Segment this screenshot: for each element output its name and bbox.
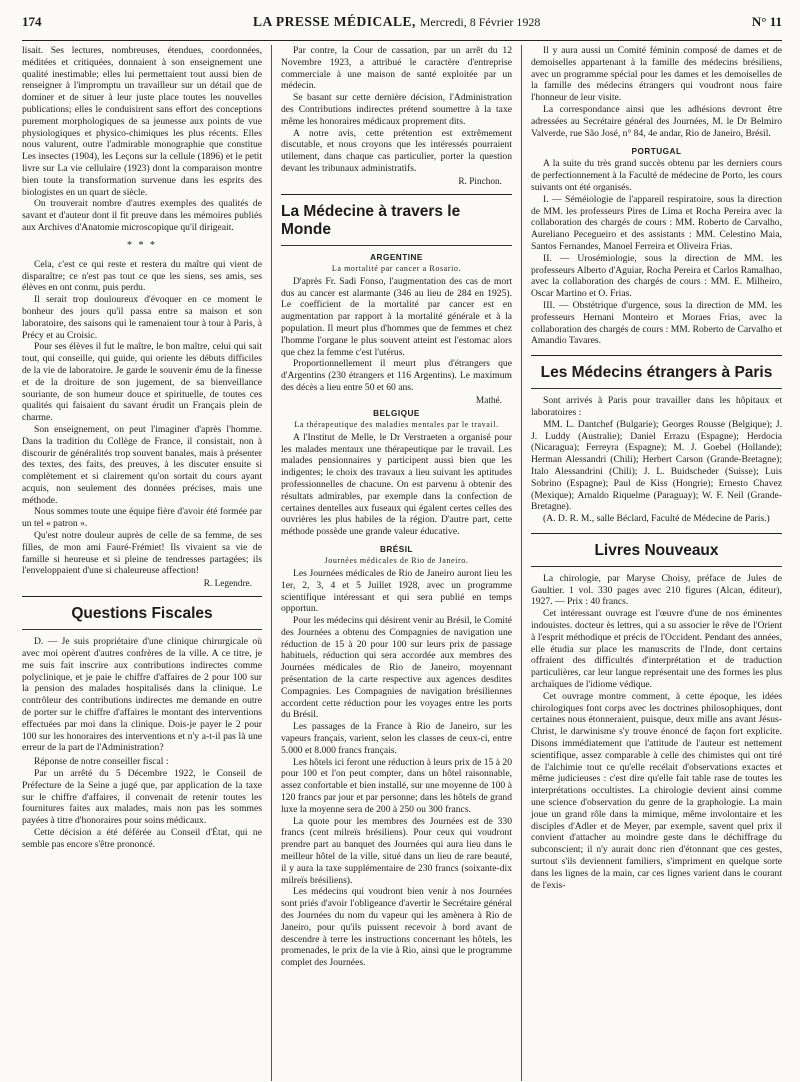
paragraph: Les Journées médicales de Rio de Janeiro auront lieu les 1er, 2, 3, 4 et 5 Juillet 1928, avec un programme scientifique intéressant et qui sera publié en temps opportun. <box>281 567 512 615</box>
section-title: Livres Nouveaux <box>594 541 719 559</box>
country-heading: ARGENTINE <box>370 252 423 262</box>
paragraph: A notre avis, cette prétention est extrêmement discutable, et nous croyons que les intéressés pourraient utilement, dans chaque cas particulier, porter la question devant les tribunaux administratifs. <box>281 127 512 174</box>
section-title: La Médecine à travers le Monde <box>281 202 461 238</box>
article-subhead: La thérapeutique des maladies mentales par le travail. <box>294 419 499 429</box>
divider <box>22 629 262 630</box>
paragraph: Par contre, la Cour de cassation, par un arrêt du 12 Novembre 1923, a attribué le caractère d'entreprise commerciale à une maison de santé exploitée par un médecin. <box>281 45 512 92</box>
divider <box>22 596 262 597</box>
paragraph: Se basant sur cette dernière décision, l'Administration des Contributions indirectes prétend soumettre à la taxe même les honoraires médicaux proprement dits. <box>281 92 512 127</box>
paragraph: D'après Fr. Sadi Fonso, l'augmentation des cas de mort dus au cancer est alarmante (346 au lieu de 284 en 1925). Le coefficient de la mortalité par cancer est en augmentation par rapport à la mortalité générale et à la population. Il meurt plus d'hommes que de femmes et chez l'homme l'organe le plus souvent atteint est l'estomac alors que chez la femme c'est l'utérus. <box>281 275 512 358</box>
paragraph: Qu'est notre douleur auprès de celle de sa femme, de ses filles, de mon ami Fauré-Frémiet! Ils vivaient sa vie de famille si heureuse et si pleine de tendresses partagées; ils l'enveloppaient d'une si chaleureuse affection! <box>22 530 262 577</box>
paragraph: lisait. Ses lectures, nombreuses, étendues, coordonnées, méditées et critiquées, donnaient à son enseignement une qualité inestimable; elles lui permettaient tout aussi bien de renseigner à l'impromptu un travailleur sur un détail que de dominer et de situer à leur juste place toutes les nouvelles publications; elles le conduisirent sans effort des conceptions purement morphologiques de sa jeunesse aux points de vue physiologiques et physico-chimiques les plus récents. Elles nous valurent, outre l'admirable monographie que constitue Les insectes (1904), les Leçons sur la cellule (1896) et le petit livre sur La vie cellulaire (1923) dont la comparaison montre bien toute la transformation survenue dans les esprits des biologistes en un quart de siècle. <box>22 45 262 198</box>
paragraph: La chirologie, par Maryse Choisy, préface de Jules de Gaultier. 1 vol. 330 pages avec 210 figures (Alcan, éditeur), 1927. — Prix : 40 francs. <box>531 572 782 608</box>
running-head <box>22 14 782 41</box>
paragraph: Cette décision a été déférée au Conseil d'État, qui ne semble pas encore s'être prononcé. <box>22 827 262 850</box>
paragraph: III. — Obstétrique d'urgence, sous la direction de MM. les professeurs Hernani Monteiro et Moraes Frias, avec la collaboration des chargés de cours : MM. Roberto de Carvalho et Amandio Tavares. <box>531 299 782 347</box>
page-number: 174 <box>22 14 42 29</box>
paragraph: Pour les médecins qui désirent venir au Brésil, le Comité des Journées a obtenu des Compagnies de navigation une réduction de 15 à 20 pour 100 sur leurs prix de passage habituels, réduction qui sera accordée aux membres des Journées médicales de Rio de Janeiro, moyennant présentation de la carte respective aux agences desdites Compagnies. Les Compagnies de navigation brésiliennes accordent cette réduction pour les voyages entre les ports du Brésil. <box>281 615 512 721</box>
paragraph: Les passages de la France à Rio de Janeiro, sur les vapeurs français, varient, selon les classes de ceux-ci, entre 5.000 et 8.000 francs français. <box>281 721 512 756</box>
column-3 <box>522 45 782 1081</box>
divider <box>281 245 512 246</box>
country-heading: BELGIQUE <box>373 408 420 418</box>
paragraph: Il y aura aussi un Comité féminin composé de dames et de demoiselles appartenant à la famille des médecins brésiliens, avec un programme spécial pour les dames et les demoiselles de la famille des médecins étrangers qui voudront nous faire l'honneur de leur visite. <box>531 45 782 104</box>
issue-date: Mercredi, 8 Février 1928 <box>419 15 541 29</box>
paragraph: On trouverait nombre d'autres exemples des qualités de savant et d'auteur dont il fit preuve dans les mémoires publiés aux Archives d'Anatomie microscopique qu'il dirigeait. <box>22 198 262 233</box>
article-subhead: Journées médicales de Rio de Janeiro. <box>324 555 469 565</box>
paragraph: Cela, c'est ce qui reste et restera du maître qui vient de disparaître; ce n'est pas tout ce que les siens, ses amis, ses élèves en ont connu, puis perdu. <box>22 258 262 294</box>
paragraph: Nous sommes toute une équipe fière d'avoir été formée par un tel « patron ». <box>22 506 262 530</box>
paragraph: I. — Séméiologie de l'appareil respiratoire, sous la direction de MM. les professeurs Pires de Lima et Rocha Pereira avec la collaboration des chargés de cours : MM. Roberto de Carvalho, Aureliano Pecegueiro et des assistants : MM. Celestino Maia, Santos Fernandes, Manoel Ferreira et Oliveira Frias. <box>531 193 782 252</box>
columns <box>22 45 782 1081</box>
divider <box>531 355 782 356</box>
paragraph: Pour ses élèves il fut le maître, le bon maître, celui qui sait tout, qui conseille, qui guide, qui oriente les débuts difficiles de la vie de laboratoire. Je garde le souvenir ému de la finesse et de la droiture de son jugement, de sa bienveillance souriante, de son humeur douce et spirituelle, de toutes ces qualités qui faisaient du savant érudit un Français plein de charme. <box>22 341 262 424</box>
signature: R. Legendre. <box>203 579 252 590</box>
paragraph: Réponse de notre conseiller fiscal : <box>34 756 169 768</box>
paragraph: II. — Urosémiologie, sous la direction de MM. les professeurs Alberto d'Aguiar, Rocha Pereira et Carlos Ramalhao, avec la collaboration des chargés de cours : MM. E. Milheiro, Oscar Martino et O. Frias. <box>531 252 782 300</box>
country-heading: PORTUGAL <box>631 147 682 157</box>
paragraph: Les médecins qui voudront bien venir à nos Journées sont priés d'avoir l'obligeance d'avertir le Secrétaire général des Journées du nom du vapeur qui les amènera à Rio de Janeiro, pour qu'ils puissent recevoir à bord avant de descendre à terre les instructions concernant les hôtels, les promenades, le prix de la vie à Rio, ainsi que le programme complet des Journées. <box>281 886 512 969</box>
divider <box>281 194 512 195</box>
paragraph: Son enseignement, on peut l'imaginer d'après l'homme. Dans la tradition du Collège de France, il consistait, non à discourir de généralités trop souvent banales, mais à présenter des textes, des faits, des preuves, à les discuter ensuite si complètement et si clairement qu'on sortait du cours ayant acquis, non seulement des données précises, mais une méthode. <box>22 423 262 506</box>
column-1 <box>22 45 272 1081</box>
paragraph: Sont arrivés à Paris pour travailler dans les hôpitaux et laboratoires : <box>531 395 782 418</box>
paragraph: A l'Institut de Melle, le Dr Verstraeten a organisé pour les malades mentaux une thérapeutique par le travail. Les malades pensionnaires y participent aussi bien que les indigentes; le choix des travaux a lieu suivant les aptitudes professionnelles de chacune. On est parvenu à obtenir des résultats admirables, par exemple dans la confection de certaines dentelles aux fuseaux qui égalent certes celles des ouvrières les plus habiles de la région. D'autre part, cette méthode possède une grande valeur éducative. <box>281 431 512 538</box>
journal-name: LA PRESSE MÉDICALE, <box>252 14 416 29</box>
article-subhead: La mortalité par cancer a Rosario. <box>331 263 462 273</box>
paragraph: MM. L. Dantchef (Bulgarie); Georges Rousse (Belgique); J. J. Luddy (Australie); Daniel Errazu (Espagne); Herdocia (Nicaragua); Ferreyra (Espagne); M. J. Goebel (Hollande); Herman Alessandri (Chili); Herbert Carson (Grande-Bretagne); Italo Alessandrini (Chili); J. L. Buidscheder (Suisse); Luis Sobrino (Espagne); Paul de Kiss (Hongrie); Ernesto Chavez (Mexique); Arnaldo Riquelme (Paraguay); W. F. Neil (Grande-Bretagne). <box>531 418 782 513</box>
country-heading: BRÉSIL <box>379 544 414 554</box>
paragraph: La quote pour les membres des Journées est de 330 francs (cent milreïs brésiliens). Pour ceux qui voudront prendre part au banquet des Journées qui aura lieu dans le meilleur hôtel de la ville, situé dans un lieu de rare beauté, il y aura la taxe supplémentaire de 230 francs (soixante-dix milreïs brésiliens). <box>281 815 512 886</box>
divider <box>531 388 782 389</box>
paragraph: Cet ouvrage montre comment, à cette époque, les idées chirologiques font corps avec les doctrines philosophiques, dont certaines nous étonneraient, puisque, deux mille ans avant Jésus-Christ, le darwinisme s'y trouve énoncé de façon fort explicite. Disons immédiatement que l'attitude de l'auteur est nettement scientifique, assez comparable à celle des chimistes qui ont tiré de l'alchimie tout ce qu'elle recélait d'observations exactes et même judicieuses : c'est dire qu'elle fait table rase de toutes les interprétations occultistes. La chirologie devient ainsi comme une science d'observation du genre de la graphologie. La main joue un grand rôle dans la mimique, même involontaire et les disciples d'Adler et de Meyer, par exemple, savent quel prix il convient d'attacher au moindre geste dans le déchiffrage du subconscient; il n'y aurait donc rien d'étonnant que ces gestes, surtout s'ils deviennent familiers, s'impriment en quelque sorte dans les lignes de la main, car ces lignes varient dans le courant de l'exis- <box>531 690 782 891</box>
paragraph: (A. D. R. M., salle Béclard, Faculté de Médecine de Paris.) <box>543 513 770 525</box>
section-divider: * * * <box>127 239 157 251</box>
paragraph: La correspondance ainsi que les adhésions devront être adressées au Secrétaire général des Journées, M. le Dr Belmiro Valverde, rue São José, n° 84, 4e andar, Rio de Janeiro, Brésil. <box>531 103 782 139</box>
journal-title <box>253 14 540 30</box>
signature: Mathé. <box>475 395 502 406</box>
section-title: Questions Fiscales <box>71 605 213 623</box>
divider <box>531 533 782 534</box>
paragraph: Les hôtels ici feront une réduction à leurs prix de 15 à 20 pour 100 et l'on peut compter, dans un hôtel raisonnable, assez confortable et bien installé, sur une moyenne de 100 à 120 francs par jour et par personne; dans les hôtels de grand luxe la moyenne sera de 200 à 250 ou 300 francs. <box>281 756 512 815</box>
paragraph: Cet intéressant ouvrage est l'œuvre d'une de nos éminentes indouistes. docteur ès lettres, qui a su associer le rêve de l'Orient à l'esprit méthodique et précis de l'Occident. Pendant des années, elle étudia sur place les manuscrits de l'Inde, dont certains offraient des difficultés d'interprétation et de traduction particulières, car leur langue représentait une des formes les plus archaïques de l'idiome védique. <box>531 608 782 691</box>
paragraph: A la suite du très grand succès obtenu par les derniers cours de perfectionnement à la Faculté de médecine de Porto, les cours suivants ont été organisés. <box>531 158 782 193</box>
column-2 <box>272 45 522 1081</box>
paragraph: D. — Je suis propriétaire d'une clinique chirurgicale où avec moi opèrent d'autres confrères de la ville. A ce titre, je me suis fait inscrire aux contributions indirectes comme polyclinique, et je paie le chiffre d'affaires de 2 pour 100 sur la pension des malades hospitalisés dans la clinique. Le contrôleur des contributions indirectes me demande en outre de porter sur le chiffre d'affaires le montant des interventions effectuées par moi dans la clinique. Dois-je payer le 2 pour 100 sur les honoraires des interventions et n'y a-t-il pas là une erreur de la part de l'Administration? <box>22 636 262 754</box>
paragraph: Proportionnellement il meurt plus d'étrangers que d'Argentins (230 étrangers et 116 Argentins). Le maximum des décès a lieu entre 50 et 60 ans. <box>281 358 512 393</box>
signature: R. Pinchon. <box>458 176 502 187</box>
divider <box>531 566 782 567</box>
section-title: Les Médecins étrangers à Paris <box>540 364 773 382</box>
issue-number: N° 11 <box>751 14 782 29</box>
paragraph: Il serait trop douloureux d'évoquer en ce moment le bonheur des jours qu'il passa entre sa maison et son laboratoire, des saisons qui le ramenaient tour à tour à Paris, à Précy et au Croisic. <box>22 294 262 341</box>
paragraph: Par un arrêté du 5 Décembre 1922, le Conseil de Préfecture de la Seine a jugé que, par application de la taxe sur le chiffre d'affaires, il convenait de retenir toutes les fournitures faites aux malades, mais non pas les sommes payées à titre d'honoraires pour soins médicaux. <box>22 768 262 827</box>
